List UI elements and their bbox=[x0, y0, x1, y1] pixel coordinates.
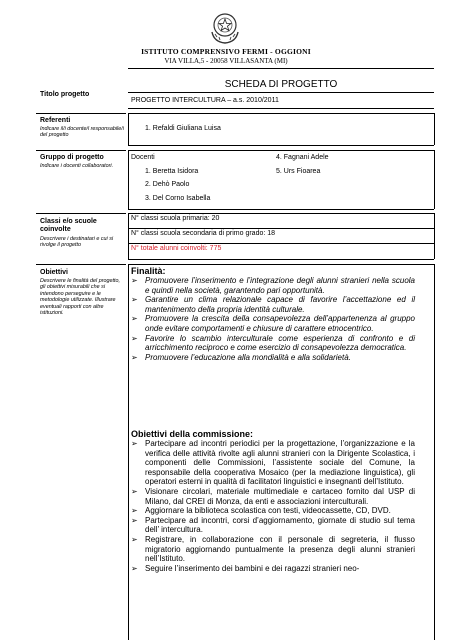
docente-item: 4. Fagnani Adele bbox=[276, 154, 329, 161]
titolo-label: Titolo progetto bbox=[40, 91, 90, 98]
italian-republic-emblem bbox=[208, 10, 242, 46]
docente-item: 1. Beretta Isidora bbox=[145, 168, 199, 175]
school-name: ISTITUTO COMPRENSIVO FERMI - OGGIONI bbox=[141, 47, 311, 56]
commissione-item: ➢ Aggiornare la biblioteca scolastica con testi, videocassette, CD, DVD. bbox=[131, 506, 391, 516]
classi-secondaria: N° classi scuola secondaria di primo grado: 18 bbox=[131, 230, 276, 237]
table-line bbox=[128, 113, 434, 114]
docente-item: 5. Urs Fioarea bbox=[276, 168, 321, 175]
header-rule bbox=[128, 68, 434, 69]
table-line bbox=[36, 213, 126, 214]
referente-item: 1. Refaldi Giuliana Luisa bbox=[145, 125, 221, 132]
arrow-bullet-icon: ➢ bbox=[131, 276, 138, 285]
classi-label: Classi e/o scuole coinvolte bbox=[40, 218, 97, 233]
table-line bbox=[128, 213, 434, 214]
table-line bbox=[434, 150, 435, 209]
obiettivi-description: Descrivere le finalità del progetto, gli obiettivi misurabili che si intendono perseguire e le metodologie utilizzate. Illustrare eventuali rapporti con altre istituzioni. bbox=[40, 278, 121, 317]
arrow-bullet-icon: ➢ bbox=[131, 439, 138, 448]
table-line bbox=[36, 150, 126, 151]
arrow-bullet-icon: ➢ bbox=[131, 333, 138, 343]
commissione-item: ➢ Partecipare ad incontri, corsi d’aggiornamento, giornate di studio sul tema dell’ intercultura. bbox=[131, 515, 415, 535]
table-line bbox=[36, 113, 126, 114]
table-line bbox=[128, 108, 434, 109]
referenti-label: Referenti bbox=[40, 117, 71, 124]
commissione-block bbox=[131, 429, 415, 573]
sheet-title: SCHEDA DI PROGETTO bbox=[224, 79, 338, 90]
table-line bbox=[128, 264, 129, 640]
docenti-heading: Docenti bbox=[131, 154, 155, 161]
arrow-bullet-icon: ➢ bbox=[131, 352, 138, 362]
arrow-bullet-icon: ➢ bbox=[131, 506, 138, 516]
commissione-item: ➢ Partecipare ad incontri periodici per la progettazione, l’organizzazione e la verifica delle attività rivolte agli alunni stranieri con la Dirigente Scolastica, i componenti delle Commissioni, l’assistente sociale del Comune, la responsabile della cooperativa Mosaico (per la mediazione linguistica), gli operatori esterni in qualità di facilitatori linguistici e insegnanti dell’Istituto. bbox=[131, 439, 415, 487]
table-line bbox=[36, 264, 126, 265]
table-line bbox=[128, 264, 434, 265]
referenti-description: Indicare il/i docente/i responsabile/i del progetto bbox=[40, 126, 124, 139]
arrow-bullet-icon: ➢ bbox=[131, 515, 138, 525]
table-line bbox=[128, 259, 434, 260]
finalita-block bbox=[131, 266, 415, 362]
arrow-bullet-icon: ➢ bbox=[131, 563, 138, 573]
totale-alunni: N° totale alunni coinvolti: 775 bbox=[131, 245, 222, 252]
table-line bbox=[128, 92, 434, 93]
table-line bbox=[128, 145, 434, 146]
table-line bbox=[434, 113, 435, 145]
school-address: VIA VILLA,5 - 20058 VILLASANTA (MI) bbox=[164, 57, 288, 65]
arrow-bullet-icon: ➢ bbox=[131, 486, 138, 496]
table-line bbox=[128, 113, 129, 145]
titolo-value: PROGETTO INTERCULTURA – a.s. 2010/2011 bbox=[131, 97, 279, 104]
table-line bbox=[434, 264, 435, 640]
arrow-bullet-icon: ➢ bbox=[131, 314, 138, 324]
finalita-item: ➢ Promuovere l’inserimento e l’integrazione degli alunni stranieri nella scuola e quindi nella società, garantendo pari opportunità. bbox=[131, 276, 415, 295]
arrow-bullet-icon: ➢ bbox=[131, 534, 138, 544]
arrow-bullet-icon: ➢ bbox=[131, 295, 138, 305]
commissione-item: ➢ Visionare circolari, materiale multimediale e cartaceo fornito dal USP di Milano, dal CREI di Monza, da enti e associazioni interculturali. bbox=[131, 486, 415, 506]
table-line bbox=[128, 150, 434, 151]
docente-item: 2. Dehò Paolo bbox=[145, 181, 190, 188]
gruppo-label: Gruppo di progetto bbox=[40, 154, 104, 161]
classi-description: Descrivere i destinatari e cui si rivolge il progetto bbox=[40, 236, 114, 249]
commissione-item: ➢ Registrare, in collaborazione con il personale di segreteria, il flusso migratorio aggiornando puntualmente la presenza degli alunni stranieri nell’Istituto. bbox=[131, 534, 415, 564]
finalita-heading: Finalità: bbox=[131, 266, 166, 276]
finalita-item: ➢ Favorire lo scambio interculturale come esperienza di confronto e di arricchimento reciproco e come esercizio di consapevolezza democratica. bbox=[131, 333, 415, 353]
table-line bbox=[128, 213, 129, 259]
table-line bbox=[128, 150, 129, 209]
commissione-heading: Obiettivi della commissione: bbox=[131, 429, 254, 439]
table-line bbox=[128, 228, 434, 229]
commissione-item: ➢ Seguire l’inserimento dei bambini e dei ragazzi stranieri neo- bbox=[131, 563, 360, 573]
finalita-item: ➢ Garantire un clima relazionale capace di favorire l’accettazione ed il mantenimento della propria identità culturale. bbox=[131, 295, 415, 314]
obiettivi-label: Obiettivi bbox=[40, 269, 69, 276]
table-line bbox=[128, 243, 434, 244]
docente-item: 3. Del Corno Isabella bbox=[145, 195, 211, 202]
finalita-item: ➢ Promuovere la crescita della consapevolezza dell’appartenenza al gruppo onde evitare comportamenti e chiusure di carattere etnocentrico. bbox=[131, 314, 415, 333]
table-line bbox=[128, 209, 434, 210]
finalita-item: ➢ Promuovere l’educazione alla mondialità e alla solidarietà. bbox=[131, 352, 351, 362]
gruppo-description: Indicare i docenti collaboratori. bbox=[40, 163, 114, 169]
table-line bbox=[434, 213, 435, 259]
classi-primaria: N° classi scuola primaria: 20 bbox=[131, 215, 220, 222]
